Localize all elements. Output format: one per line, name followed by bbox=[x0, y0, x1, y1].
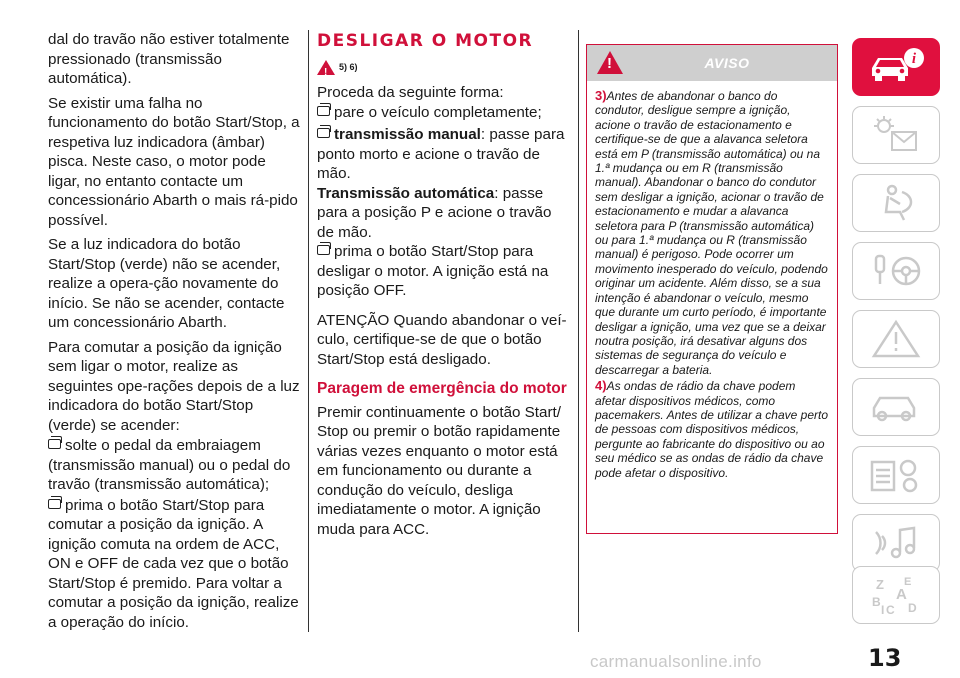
breakdown-triangle-icon bbox=[866, 318, 926, 360]
warning-number: 4) bbox=[595, 378, 607, 394]
warning-text: Antes de abandonar o banco do condutor, desligue sempre a ignição, acione o travão de estacionamento e certifique-se de que a alavanca seletora está em P (transmissão automática) ou na 1.ª mudança ou em R (transmissão manual). Abandonar o banco do condutor sem desligar a ignição, acionar o travão de estacionamento e mudar a alavanca seletora para P (transmissão automática) ou para 1.ª mudança ou R (transmissão manual) é perigoso. Pode ocorrer um movimento inesperado do veículo, podendo originar um acidente. Além disso, se a sua intenção é abandonar o veículo, mesmo que durante um curto período, é importante desligar a ignição, uma vez que se a deixar noutra posição, irá desativar alguns dos sistemas de segurança do veículo e descarregar a bateria. bbox=[595, 89, 828, 377]
list-item bbox=[317, 103, 570, 123]
paragraph: dal do travão não estiver totalmente pressionado (transmissão automática). bbox=[48, 31, 290, 87]
warning-triangle-icon: ! bbox=[317, 60, 335, 75]
bullet-icon bbox=[48, 499, 61, 509]
list-item bbox=[48, 496, 300, 633]
warning-title: AVISO bbox=[704, 55, 750, 71]
bullet-icon bbox=[317, 245, 330, 255]
seat-airbag-icon bbox=[866, 182, 926, 224]
list-item-text: solte o pedal da embraiagem (transmissão manual) ou o pedal do travão (transmissão automática); bbox=[48, 437, 291, 493]
watermark: carmanualsonline.info bbox=[590, 652, 762, 671]
specs-gears-icon bbox=[866, 454, 926, 496]
subheading: Paragem de emergência do motor bbox=[317, 380, 567, 397]
svg-text:i: i bbox=[911, 51, 917, 67]
svg-text:D: D bbox=[908, 601, 917, 615]
warning-refs: 5) 6) bbox=[339, 61, 358, 72]
lights-message-icon bbox=[866, 114, 926, 156]
svg-text:I: I bbox=[881, 603, 885, 616]
paragraph-text: : passe para a posição P e acione o travão de mão. bbox=[317, 184, 552, 241]
column-divider bbox=[308, 30, 309, 632]
list-item-bold: transmissão manual bbox=[334, 126, 481, 143]
svg-text:E: E bbox=[904, 576, 912, 588]
tab-multimedia[interactable] bbox=[852, 514, 940, 572]
svg-text:Z: Z bbox=[876, 577, 884, 592]
warning-number: 3) bbox=[595, 88, 607, 103]
tab-service[interactable] bbox=[852, 378, 940, 436]
bullet-icon bbox=[317, 128, 330, 138]
section-heading: DESLIGAR O MOTOR bbox=[317, 31, 534, 51]
svg-text:A: A bbox=[896, 586, 907, 603]
warning-item bbox=[595, 89, 829, 377]
svg-text:C: C bbox=[886, 603, 895, 616]
warning-header bbox=[587, 45, 837, 81]
warning-body bbox=[587, 81, 837, 480]
tab-technical-data[interactable] bbox=[852, 446, 940, 504]
list-item bbox=[48, 436, 300, 495]
page-number: 13 bbox=[868, 644, 902, 672]
tab-starting-driving[interactable] bbox=[852, 242, 940, 300]
paragraph: Se a luz indicadora do botão Start/Stop (verde) não se acender, realize a opera-ção novamente do início. Se não se acender, contacte um concessionário Abarth. bbox=[48, 236, 285, 331]
list-item-text: : passe para ponto morto e acione o travão de mão. bbox=[317, 126, 565, 182]
paragraph: Se existir uma falha no funcionamento do botão Start/Stop, a respetiva luz indicadora (âmbar) pisca. Neste caso, o motor pode ligar, no entanto contacte um concessionário Abarth o mais rá-pido possível. bbox=[48, 94, 300, 229]
bullet-icon bbox=[48, 439, 61, 449]
key-steering-icon bbox=[866, 250, 926, 292]
warning-box bbox=[586, 44, 838, 534]
multimedia-icon bbox=[866, 522, 926, 564]
list-item-text: prima o botão Start/Stop para comutar a posição da ignição. A ignição comuta na ordem de ACC, ON e OFF de cada vez que o botão Start/Stop é premido. Para voltar a comutar a posição da ignição, realize a operação do início. bbox=[48, 496, 299, 631]
paragraph: Para comutar a posição da ignição sem ligar o motor, realize as seguintes ope-rações depois de a luz indicadora do botão Start/Stop (verde) se acender: bbox=[48, 338, 300, 434]
tab-lights-messages[interactable] bbox=[852, 106, 940, 164]
list-item bbox=[317, 125, 570, 184]
warning-item bbox=[595, 379, 829, 480]
paragraph bbox=[317, 184, 570, 243]
index-letters-icon bbox=[866, 574, 926, 616]
warning-text: As ondas de rádio da chave podem afetar dispositivos médicos, como pacemakers. Antes de utilizar a chave perto de pessoas com dispositivos médicos, pergunte ao fabricante do dispositivo ou ao seu médico se as ondas de rádio da chave pode afetar o dispositivo. bbox=[595, 379, 829, 480]
list-item-text: pare o veículo completamente; bbox=[334, 103, 542, 121]
tab-car-info[interactable] bbox=[852, 38, 940, 96]
warning-triangle-icon: ! bbox=[597, 51, 623, 74]
tab-safety[interactable] bbox=[852, 174, 940, 232]
warning-reference bbox=[317, 58, 570, 78]
paragraph: ATENÇÃO Quando abandonar o veí-culo, certifique-se de que o botão Start/Stop está desligado. bbox=[317, 311, 567, 368]
bullet-icon bbox=[317, 106, 330, 116]
left-column bbox=[48, 30, 300, 637]
paragraph: Premir continuamente o botão Start/ Stop ou premir o botão rapidamente várias vezes enquanto o motor está em funcionamento ou durante a condução do veículo, desliga imediatamente o motor. A ignição muda para ACC. bbox=[317, 403, 561, 538]
list-item-text: prima o botão Start/Stop para desligar o motor. A ignição está na posição OFF. bbox=[317, 243, 549, 299]
svg-text:B: B bbox=[872, 595, 881, 609]
bold-term: Transmissão automática bbox=[317, 184, 495, 202]
middle-column bbox=[317, 30, 570, 544]
tab-index[interactable] bbox=[852, 566, 940, 624]
list-item bbox=[317, 242, 570, 301]
car-service-icon bbox=[866, 386, 926, 428]
paragraph: Proceda da seguinte forma: bbox=[317, 84, 504, 101]
column-divider bbox=[578, 30, 579, 632]
car-info-icon bbox=[866, 46, 926, 88]
tab-emergency[interactable] bbox=[852, 310, 940, 368]
